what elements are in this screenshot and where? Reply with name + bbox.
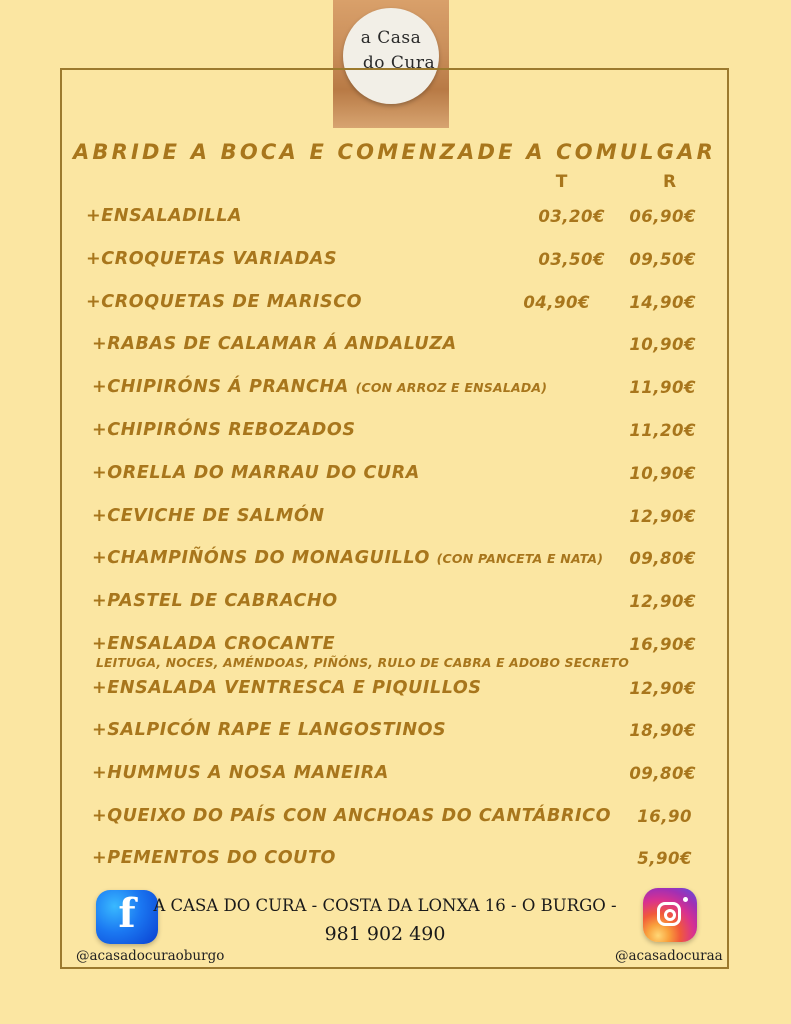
menu-item-row (0, 720, 791, 763)
menu-item-row (0, 634, 791, 678)
menu-item-price-r: 09,50€ (629, 249, 696, 269)
phone-number: 981 902 490 (324, 923, 446, 945)
price-column-headers (0, 172, 791, 196)
menu-item-name-text: +PEMENTOS DO COUTO (92, 848, 337, 869)
menu-item-name (92, 506, 325, 526)
menu-item-price-r: 12,90€ (629, 506, 696, 526)
menu-item-name (92, 634, 335, 654)
logo-line-1: a Casa (360, 28, 422, 48)
footer (0, 884, 791, 994)
menu-item-price-r: 5,90€ (637, 849, 692, 869)
menu-item-name-text: +CEVICHE DE SALMÓN (92, 505, 325, 526)
menu-item-name (86, 292, 362, 312)
menu-item-price-r: 12,90€ (629, 592, 696, 612)
menu-item-name-text: +CHAMPIÑÓNS DO MONAGUILLO (92, 548, 430, 569)
menu-item-price-r: 11,20€ (629, 420, 696, 440)
menu-item-price-t: 03,20€ (538, 207, 605, 226)
menu-item-row (0, 806, 791, 849)
menu-item-name (92, 720, 446, 740)
menu-item-name-text: +ENSALADA VENTRESCA E PIQUILLOS (92, 677, 482, 698)
instagram-dot-shape (683, 897, 688, 902)
instagram-handle: @acasadocuraa (615, 948, 723, 964)
menu-item-price-r: 10,90€ (629, 335, 696, 355)
menu-item-name (92, 377, 547, 397)
facebook-handle: @acasadocuraoburgo (76, 948, 225, 964)
menu-item-name (92, 463, 420, 483)
menu-item-name (86, 249, 337, 269)
menu-item-name-text: +RABAS DE CALAMAR Á ANDALUZA (92, 334, 457, 355)
menu-item-name (92, 848, 336, 868)
page-title: ABRIDE A BOCA E COMENZADE A COMULGAR (72, 140, 717, 164)
menu-item-price-r: 18,90€ (629, 720, 696, 740)
menu-item-name-text: +ORELLA DO MARRAU DO CURA (92, 462, 420, 483)
menu-item-note: (CON PANCETA E NATA) (436, 551, 604, 567)
address-text: A CASA DO CURA - COSTA DA LONXA 16 - O BURGO - (153, 896, 617, 915)
menu-item-name-text: +QUEIXO DO PAÍS CON ANCHOAS DO CANTÁBRICO (92, 805, 612, 826)
menu-item-price-r: 12,90€ (629, 678, 696, 698)
logo-line-2: do Cura (362, 52, 436, 73)
menu-item-price-r: 09,80€ (629, 549, 696, 569)
menu-item-name-text: +CHIPIRÓNS REBOZADOS (92, 419, 356, 440)
menu-item-name (92, 591, 338, 611)
facebook-icon[interactable] (96, 890, 158, 944)
menu-item-price-r: 16,90 (637, 806, 692, 826)
menu-item-name-text: +HUMMUS A NOSA MANEIRA (92, 762, 389, 783)
menu-item-price-r: 09,80€ (629, 763, 696, 783)
menu-item-row (0, 249, 791, 292)
menu-item-price-r: 11,90€ (629, 378, 696, 398)
menu-item-name (92, 763, 389, 783)
menu-item-price-t: 03,50€ (538, 249, 605, 269)
menu-item-row (0, 763, 791, 806)
column-header-r: R (662, 172, 678, 192)
menu-item-row (0, 334, 791, 377)
menu-item-row (0, 678, 791, 720)
menu-item-name-text: +ENSALADA CROCANTE (92, 633, 336, 654)
menu-item-name-text: +CHIPIRÓNS Á PRANCHA (92, 377, 349, 398)
menu-item-row (0, 292, 791, 335)
menu-item-name (92, 548, 603, 568)
menu-item-name-text: +CROQUETAS VARIADAS (86, 248, 338, 269)
menu-item-price-r: 16,90€ (629, 634, 696, 654)
menu-item-name-text: +CROQUETAS DE MARISCO (86, 291, 363, 312)
facebook-glyph: f (118, 890, 136, 937)
menu-item-name-text: +ENSALADILLA (86, 206, 243, 226)
column-header-t: T (555, 172, 569, 192)
menu-item-name-text: +SALPICÓN RAPE E LANGOSTINOS (92, 719, 447, 740)
instagram-icon[interactable] (643, 888, 697, 942)
instagram-lens-shape (664, 909, 676, 921)
menu-item-name (92, 334, 457, 354)
menu-item-price-t: 04,90€ (523, 292, 590, 312)
menu-item-row (0, 548, 791, 591)
menu-item-price-r: 06,90€ (629, 207, 696, 226)
menu-item-row (0, 463, 791, 506)
menu-item-row (0, 506, 791, 549)
menu-item-price-r: 14,90€ (629, 292, 696, 312)
menu-item-note: (CON ARROZ E ENSALADA) (355, 380, 548, 396)
menu-item-row (0, 206, 791, 249)
menu-item-price-r: 10,90€ (629, 463, 696, 483)
menu-item-row (0, 420, 791, 463)
menu-item-row (0, 377, 791, 420)
menu-item-name (92, 678, 482, 698)
menu-item-description: LEITUGA, NOCES, AMÉNDOAS, PIÑÓNS, RULO DE CABRA E ADOBO SECRETO (96, 655, 630, 670)
menu-item-row (0, 591, 791, 634)
menu-items-list (0, 206, 791, 891)
menu-item-name (92, 806, 611, 826)
menu-item-name-text: +PASTEL DE CABRACHO (92, 591, 338, 612)
menu-item-name (92, 420, 356, 440)
menu-item-name (86, 206, 242, 226)
